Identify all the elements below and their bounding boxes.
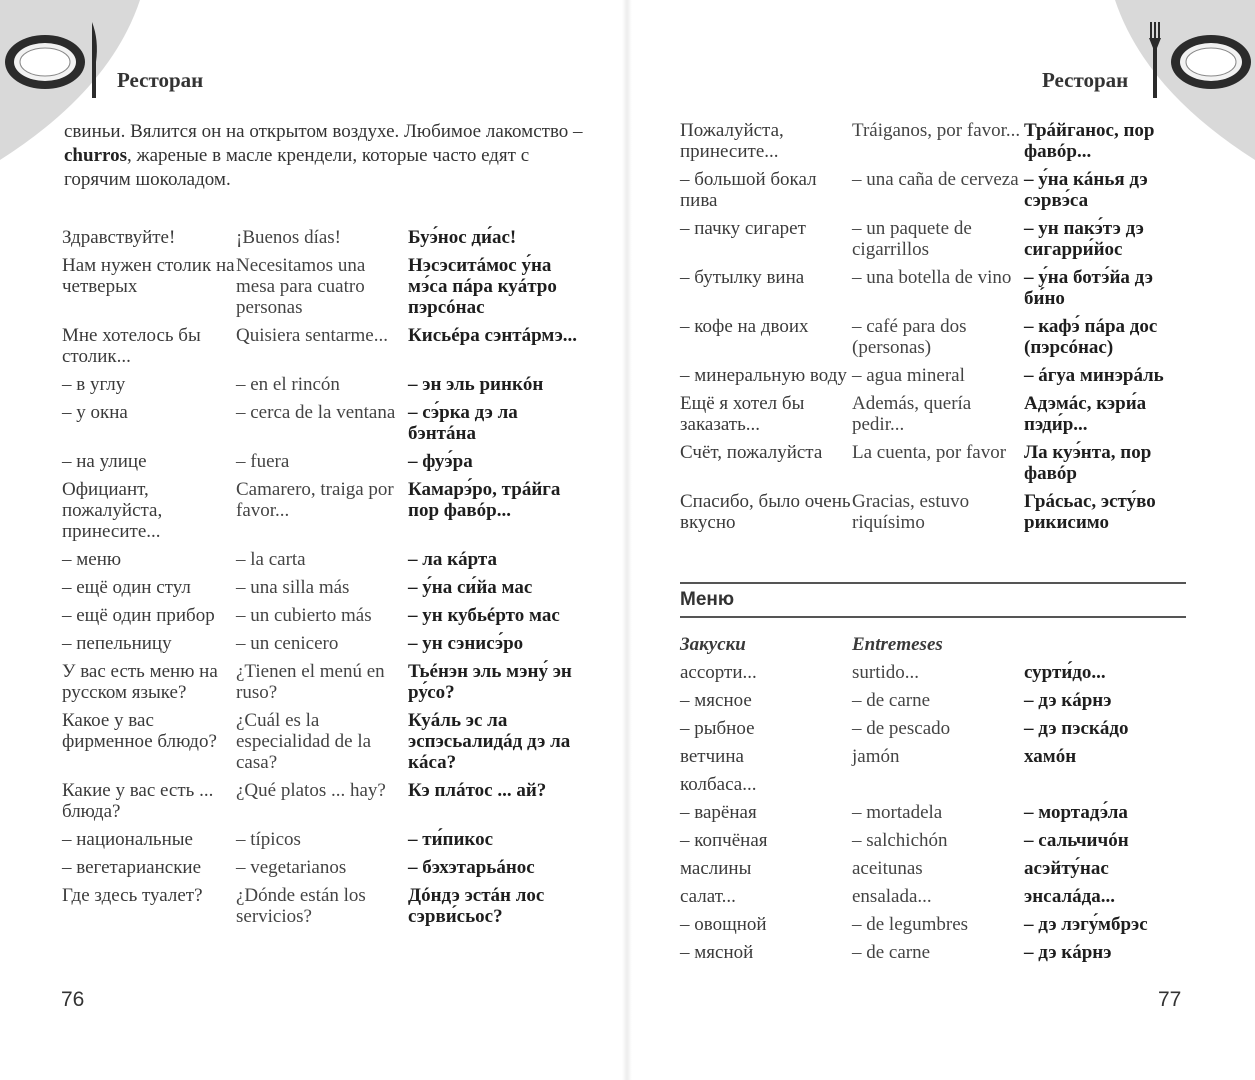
- spanish-phrase: jamón: [852, 746, 900, 767]
- phrase-row: [62, 633, 578, 661]
- transcription: сурти́до...: [1024, 662, 1106, 683]
- russian-phrase: – кофе на двоих: [680, 316, 809, 337]
- phrase-row: [680, 491, 1194, 540]
- phrase-row: [62, 885, 578, 934]
- menu-header-ru: Закуски: [680, 634, 746, 655]
- intro-bold-term: churros: [64, 145, 127, 166]
- spanish-phrase: aceitunas: [852, 858, 923, 879]
- transcription: Грáсьас, эсту́во рикисимо: [1024, 491, 1156, 533]
- transcription: Трáйганос, пор фавóр...: [1024, 120, 1155, 162]
- spanish-phrase: Quisiera sentarme...: [236, 325, 388, 346]
- phrase-table-right: [680, 120, 1194, 540]
- phrase-row: [680, 267, 1194, 316]
- spanish-phrase: – de legumbres: [852, 914, 969, 935]
- spanish-phrase: – una botella de vino: [852, 267, 1012, 288]
- phrase-row: [680, 690, 1194, 718]
- russian-phrase: – вегетарианские: [62, 857, 202, 878]
- spanish-phrase: Gracias, estuvo riquísimo: [852, 491, 970, 533]
- phrase-row: [680, 802, 1194, 830]
- phrase-row: [680, 914, 1194, 942]
- phrase-row: [62, 661, 578, 710]
- transcription: – сэ́рка дэ ла бэнтáна: [408, 402, 518, 444]
- transcription: – у́на си́йа мас: [408, 577, 533, 598]
- phrase-row: [62, 325, 578, 374]
- transcription: – бэхэтарьáнос: [408, 857, 535, 878]
- page-number: 76: [61, 988, 85, 1011]
- phrase-row: [62, 227, 578, 255]
- phrase-row: [62, 255, 578, 325]
- phrase-row: [680, 169, 1194, 218]
- menu-header-empty: [1024, 634, 1194, 662]
- spanish-phrase: – de carne: [852, 942, 931, 963]
- phrase-row: [680, 718, 1194, 746]
- spanish-phrase: Camarero, traiga por favor...: [236, 479, 394, 521]
- phrase-row: [62, 374, 578, 402]
- transcription: – ун кубьéрто мас: [408, 605, 560, 626]
- menu-header-row: [680, 634, 1194, 662]
- russian-phrase: Какое у вас фирменное блюдо?: [62, 710, 217, 752]
- transcription: – мортадэ́ла: [1024, 802, 1128, 823]
- russian-phrase: Спасибо, было очень вкусно: [680, 491, 851, 533]
- russian-phrase: – мясное: [680, 690, 752, 711]
- spanish-phrase: ¿Tienen el menú en ruso?: [236, 661, 385, 703]
- russian-phrase: – бутылку вина: [680, 267, 805, 288]
- russian-phrase: – большой бокал пива: [680, 169, 817, 211]
- transcription: энсалáда...: [1024, 886, 1116, 907]
- transcription: Тьéнэн эль мэну́ эн ру́со?: [408, 661, 572, 703]
- phrase-table-left: [62, 227, 578, 934]
- left-page: [0, 0, 627, 1080]
- russian-phrase: Где здесь туалет?: [62, 885, 203, 906]
- spanish-phrase: – fuera: [236, 451, 290, 472]
- russian-phrase: – копчёная: [680, 830, 768, 851]
- transcription: – дэ пэскáдо: [1024, 718, 1129, 739]
- spanish-phrase: – salchichón: [852, 830, 948, 851]
- right-page: [627, 0, 1255, 1080]
- spanish-phrase: ¡Buenos días!: [236, 227, 342, 248]
- transcription: Дóндэ эстáн лос сэрви́сьос?: [408, 885, 545, 927]
- transcription: асэйту́нас: [1024, 858, 1109, 879]
- russian-phrase: колбаса...: [680, 774, 757, 795]
- transcription: Камарэ́ро, трáйга пор фавóр...: [408, 479, 561, 521]
- intro-text-start: свиньи. Вялится он на открытом воздухе. Любимое лакомство –: [64, 121, 583, 142]
- russian-phrase: Ещё я хотел бы заказать...: [680, 393, 805, 435]
- intro-text-end: , жареные в масле крендели, которые часто едят с горячим шоколадом.: [64, 145, 530, 190]
- phrase-row: [680, 746, 1194, 774]
- phrase-row: [680, 886, 1194, 914]
- transcription: Ла куэ́нта, пор фавóр: [1024, 442, 1152, 484]
- spanish-phrase: – típicos: [236, 829, 301, 850]
- russian-phrase: – мясной: [680, 942, 754, 963]
- spanish-phrase: – agua mineral: [852, 365, 965, 386]
- menu-table: [680, 634, 1194, 970]
- russian-phrase: – меню: [62, 549, 122, 570]
- spanish-phrase: – de carne: [852, 690, 931, 711]
- spanish-phrase: – un cubierto más: [236, 605, 372, 626]
- menu-section-title: Меню: [680, 589, 735, 610]
- running-head: Ресторан: [117, 68, 204, 92]
- transcription: – дэ кáрнэ: [1024, 690, 1112, 711]
- spanish-phrase: [852, 774, 1024, 802]
- russian-phrase: Пожалуйста, принесите...: [680, 120, 784, 162]
- menu-header-es: Entremeses: [852, 634, 943, 655]
- phrase-row: [62, 605, 578, 633]
- phrase-row: [62, 710, 578, 780]
- transcription: – эн эль ринкóн: [408, 374, 544, 395]
- spanish-phrase: ¿Qué platos ... hay?: [236, 780, 386, 801]
- phrase-row: [62, 451, 578, 479]
- spanish-phrase: ensalada...: [852, 886, 932, 907]
- russian-phrase: – рыбное: [680, 718, 755, 739]
- russian-phrase: ветчина: [680, 746, 744, 767]
- russian-phrase: Счёт, пожалуйста: [680, 442, 823, 463]
- russian-phrase: Официант, пожалуйста, принесите...: [62, 479, 163, 542]
- spanish-phrase: – un cenicero: [236, 633, 339, 654]
- phrase-row: [680, 442, 1194, 491]
- spanish-phrase: – cerca de la ventana: [236, 402, 396, 423]
- transcription: – áгуа минэрáль: [1024, 365, 1164, 386]
- russian-phrase: – национальные: [62, 829, 193, 850]
- transcription: – дэ лэгу́мбрэс: [1024, 914, 1148, 935]
- russian-phrase: – овощной: [680, 914, 767, 935]
- spanish-phrase: – una caña de cerveza: [852, 169, 1019, 190]
- russian-phrase: маслины: [680, 858, 752, 879]
- russian-phrase: – пепельницу: [62, 633, 172, 654]
- transcription: Нэсэситáмос у́на мэ́са пáра куáтро пэрсóнас: [408, 255, 557, 318]
- russian-phrase: – у окна: [62, 402, 128, 423]
- phrase-row: [680, 120, 1194, 169]
- spanish-phrase: ¿Cuál es la especialidad de la casa?: [236, 710, 372, 773]
- russian-phrase: Мне хотелось бы столик...: [62, 325, 201, 367]
- transcription: – у́на кáнья дэ сэрвэ́са: [1024, 169, 1148, 211]
- phrase-row: [680, 393, 1194, 442]
- phrase-row: [62, 577, 578, 605]
- transcription: – ун пакэ́тэ дэ сигарри́йос: [1024, 218, 1144, 260]
- russian-phrase: ассорти...: [680, 662, 757, 683]
- transcription: Куáль эс ла эспэсьалидáд дэ ла кáса?: [408, 710, 571, 773]
- russian-phrase: салат...: [680, 886, 736, 907]
- transcription: [1024, 774, 1194, 802]
- russian-phrase: – пачку сигарет: [680, 218, 806, 239]
- phrase-row: [62, 549, 578, 577]
- transcription: – ун сэнисэ́ро: [408, 633, 524, 654]
- russian-phrase: – в углу: [62, 374, 126, 395]
- intro-paragraph: [64, 120, 584, 192]
- transcription: хамóн: [1024, 746, 1077, 767]
- russian-phrase: Какие у вас есть ... блюда?: [62, 780, 214, 822]
- russian-phrase: У вас есть меню на русском языке?: [62, 661, 218, 703]
- page-number: 77: [1158, 988, 1182, 1011]
- spanish-phrase: – en el rincón: [236, 374, 340, 395]
- russian-phrase: – варёная: [680, 802, 757, 823]
- transcription: – сальчичóн: [1024, 830, 1129, 851]
- phrase-row: [680, 774, 1194, 802]
- transcription: – ла кáрта: [408, 549, 497, 570]
- spanish-phrase: – la carta: [236, 549, 306, 570]
- transcription: – дэ кáрнэ: [1024, 942, 1112, 963]
- phrase-row: [62, 402, 578, 451]
- russian-phrase: – ещё один прибор: [62, 605, 215, 626]
- spanish-phrase: – una silla más: [236, 577, 350, 598]
- transcription: Буэ́нос ди́ас!: [408, 227, 517, 248]
- russian-phrase: – на улице: [62, 451, 147, 472]
- spanish-phrase: – un paquete de cigarrillos: [852, 218, 972, 260]
- running-head: Ресторан: [1042, 68, 1129, 92]
- phrase-row: [680, 218, 1194, 267]
- spanish-phrase: Tráiganos, por favor...: [852, 120, 1021, 141]
- spanish-phrase: surtido...: [852, 662, 920, 683]
- russian-phrase: Здравствуйте!: [62, 227, 176, 248]
- spanish-phrase: La cuenta, por favor: [852, 442, 1007, 463]
- phrase-row: [680, 830, 1194, 858]
- transcription: Адэмáс, кэри́а пэди́р...: [1024, 393, 1147, 435]
- transcription: Кисьéра сэнтáрмэ...: [408, 325, 578, 346]
- spanish-phrase: – vegetarianos: [236, 857, 347, 878]
- phrase-row: [680, 942, 1194, 970]
- phrase-row: [680, 316, 1194, 365]
- phrase-row: [680, 365, 1194, 393]
- spanish-phrase: – mortadela: [852, 802, 943, 823]
- spanish-phrase: – café para dos (personas): [852, 316, 967, 358]
- spanish-phrase: – de pescado: [852, 718, 951, 739]
- transcription: – у́на ботэ́йа дэ би́но: [1024, 267, 1153, 309]
- phrase-row: [62, 479, 578, 549]
- spanish-phrase: Además, quería pedir...: [852, 393, 972, 435]
- transcription: Кэ плáтос ... ай?: [408, 780, 547, 801]
- phrase-row: [62, 857, 578, 885]
- transcription: – фуэ́ра: [408, 451, 473, 472]
- menu-section-header: [680, 582, 1186, 618]
- phrase-row: [62, 780, 578, 829]
- russian-phrase: – ещё один стул: [62, 577, 191, 598]
- russian-phrase: – минеральную воду: [680, 365, 847, 386]
- phrase-row: [680, 662, 1194, 690]
- spanish-phrase: ¿Dónde están los servicios?: [236, 885, 366, 927]
- phrase-row: [62, 829, 578, 857]
- russian-phrase: Нам нужен столик на четверых: [62, 255, 235, 297]
- phrase-row: [680, 858, 1194, 886]
- transcription: – кафэ́ пáра дос (пэрсóнас): [1024, 316, 1158, 358]
- spanish-phrase: Necesitamos una mesa para cuatro personas: [236, 255, 366, 318]
- transcription: – ти́пикос: [408, 829, 494, 850]
